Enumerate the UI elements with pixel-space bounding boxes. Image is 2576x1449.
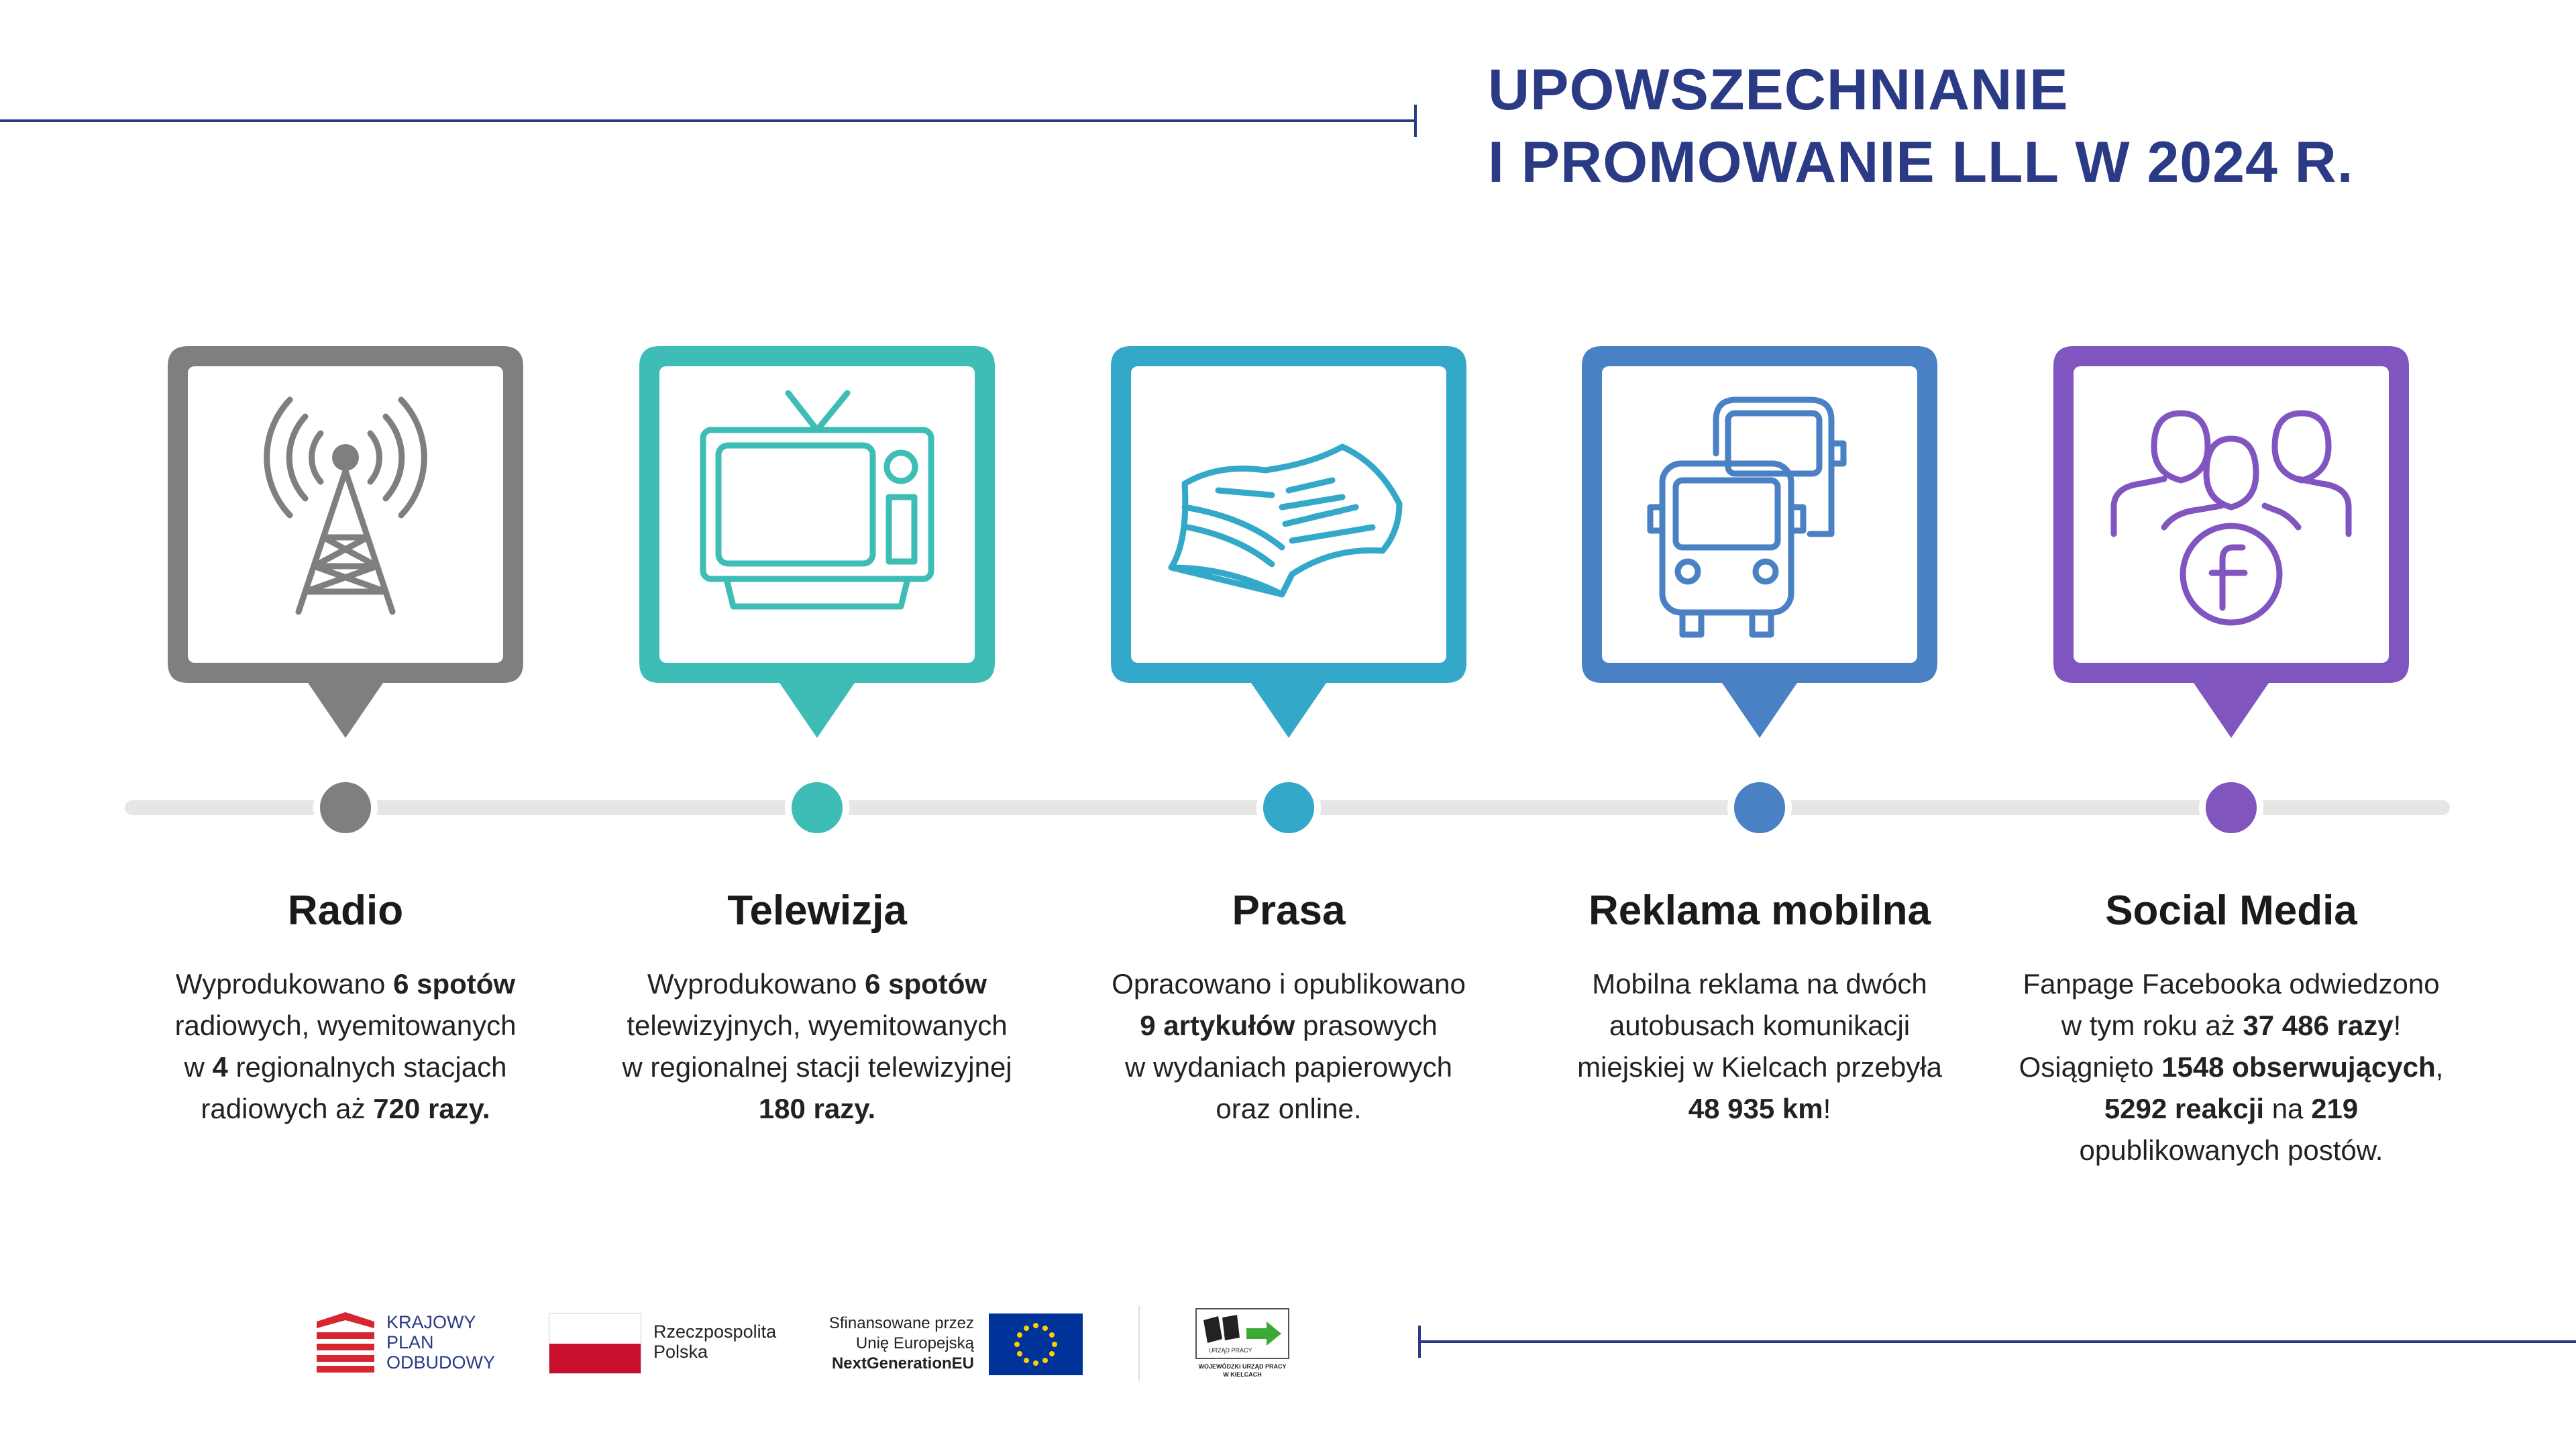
social-line-5: opublikowanych postów.	[2079, 1134, 2383, 1166]
press-line-3: w wydaniach papierowych	[1125, 1051, 1452, 1083]
kpo-logo	[317, 1312, 531, 1373]
kpo-emblem-icon	[317, 1312, 374, 1373]
polish-flag-icon	[549, 1313, 641, 1374]
pin-mobile	[1582, 346, 1937, 738]
press-line-2: 9 artykułów prasowych	[1140, 1010, 1438, 1041]
kpo-line3: ODBUDOWY	[386, 1352, 495, 1373]
wup-line2: WOJEWÓDZKI URZĄD PRACY	[1198, 1363, 1287, 1370]
social-description	[2010, 963, 2453, 1171]
eu-logo	[816, 1313, 1084, 1374]
pin-social	[2053, 346, 2409, 738]
tv-title: Telewizja	[727, 888, 907, 934]
mobile-line-4: 48 935 km!	[1688, 1093, 1831, 1124]
radio-title: Radio	[287, 888, 404, 934]
pin-radio	[168, 346, 523, 738]
eu-line3: NextGenerationEU	[831, 1354, 974, 1373]
mobile-description	[1538, 963, 1981, 1130]
social-line-1: Fanpage Facebooka odwiedzono	[2023, 968, 2440, 1000]
timeline-node-press	[1256, 775, 1321, 840]
tv-line-2: telewizyjnych, wyemitowanych	[627, 1010, 1008, 1041]
timeline-node-radio	[313, 775, 378, 840]
pin-tv	[639, 346, 995, 738]
header-rule	[0, 119, 1417, 122]
radio-line-3: w 4 regionalnych stacjach	[184, 1051, 507, 1083]
radio-line-2: radiowych, wyemitowanych	[174, 1010, 517, 1041]
header-rule-tick	[1414, 105, 1417, 137]
radio-line-1: Wyprodukowano 6 spotów	[175, 968, 516, 1000]
page-title-line2: I PROMOWANIE LLL W 2024 R.	[1488, 130, 2354, 195]
timeline-node-tv	[785, 775, 849, 840]
tv-description	[596, 963, 1038, 1130]
kpo-line1: KRAJOWY	[386, 1312, 476, 1332]
tv-line-4: 180 razy.	[758, 1093, 876, 1124]
mobile-line-2: autobusach komunikacji	[1609, 1010, 1911, 1041]
press-line-4: oraz online.	[1216, 1093, 1362, 1124]
wup-badge-text: URZĄD PRACY	[1209, 1347, 1252, 1354]
eu-line1: Sfinansowane przez	[828, 1314, 974, 1332]
social-line-4: 5292 reakcji na 219	[2104, 1093, 2359, 1124]
mobile-title: Reklama mobilna	[1589, 888, 1931, 934]
wup-emblem-icon	[1195, 1308, 1289, 1359]
mobile-line-3: miejskiej w Kielcach przebyła	[1577, 1051, 1942, 1083]
timeline-node-mobile	[1727, 775, 1792, 840]
rp-line1: Rzeczpospolita	[653, 1322, 777, 1342]
rp-line2: Polska	[653, 1342, 708, 1362]
eu-line2: Unię Europejską	[855, 1334, 974, 1352]
radio-description	[124, 963, 567, 1130]
footer-divider	[1138, 1305, 1140, 1381]
wup-logo	[1195, 1308, 1289, 1378]
press-title: Prasa	[1232, 888, 1346, 934]
wup-line3: W KIELCACH	[1223, 1371, 1262, 1378]
tv-line-1: Wyprodukowano 6 spotów	[647, 968, 987, 1000]
press-line-1: Opracowano i opublikowano	[1112, 968, 1466, 1000]
social-line-3: Osiągnięto 1548 obserwujących,	[2019, 1051, 2444, 1083]
tv-line-3: w regionalnej stacji telewizyjnej	[622, 1051, 1012, 1083]
page-title-line1: UPOWSZECHNIANIE	[1488, 58, 2069, 122]
timeline-node-social	[2199, 775, 2263, 840]
radio-line-4: radiowych aż 720 razy.	[201, 1093, 490, 1124]
footer-rule	[1419, 1340, 2576, 1343]
press-description	[1067, 963, 1510, 1130]
social-line-2: w tym roku aż 37 486 razy!	[2061, 1010, 2402, 1041]
page-title	[1488, 54, 2354, 199]
rp-logo	[549, 1313, 790, 1374]
mobile-line-1: Mobilna reklama na dwóch	[1592, 968, 1927, 1000]
social-title: Social Media	[2105, 888, 2357, 934]
kpo-line2: PLAN	[386, 1332, 434, 1352]
pin-press	[1111, 346, 1466, 738]
eu-flag-icon	[989, 1313, 1083, 1375]
